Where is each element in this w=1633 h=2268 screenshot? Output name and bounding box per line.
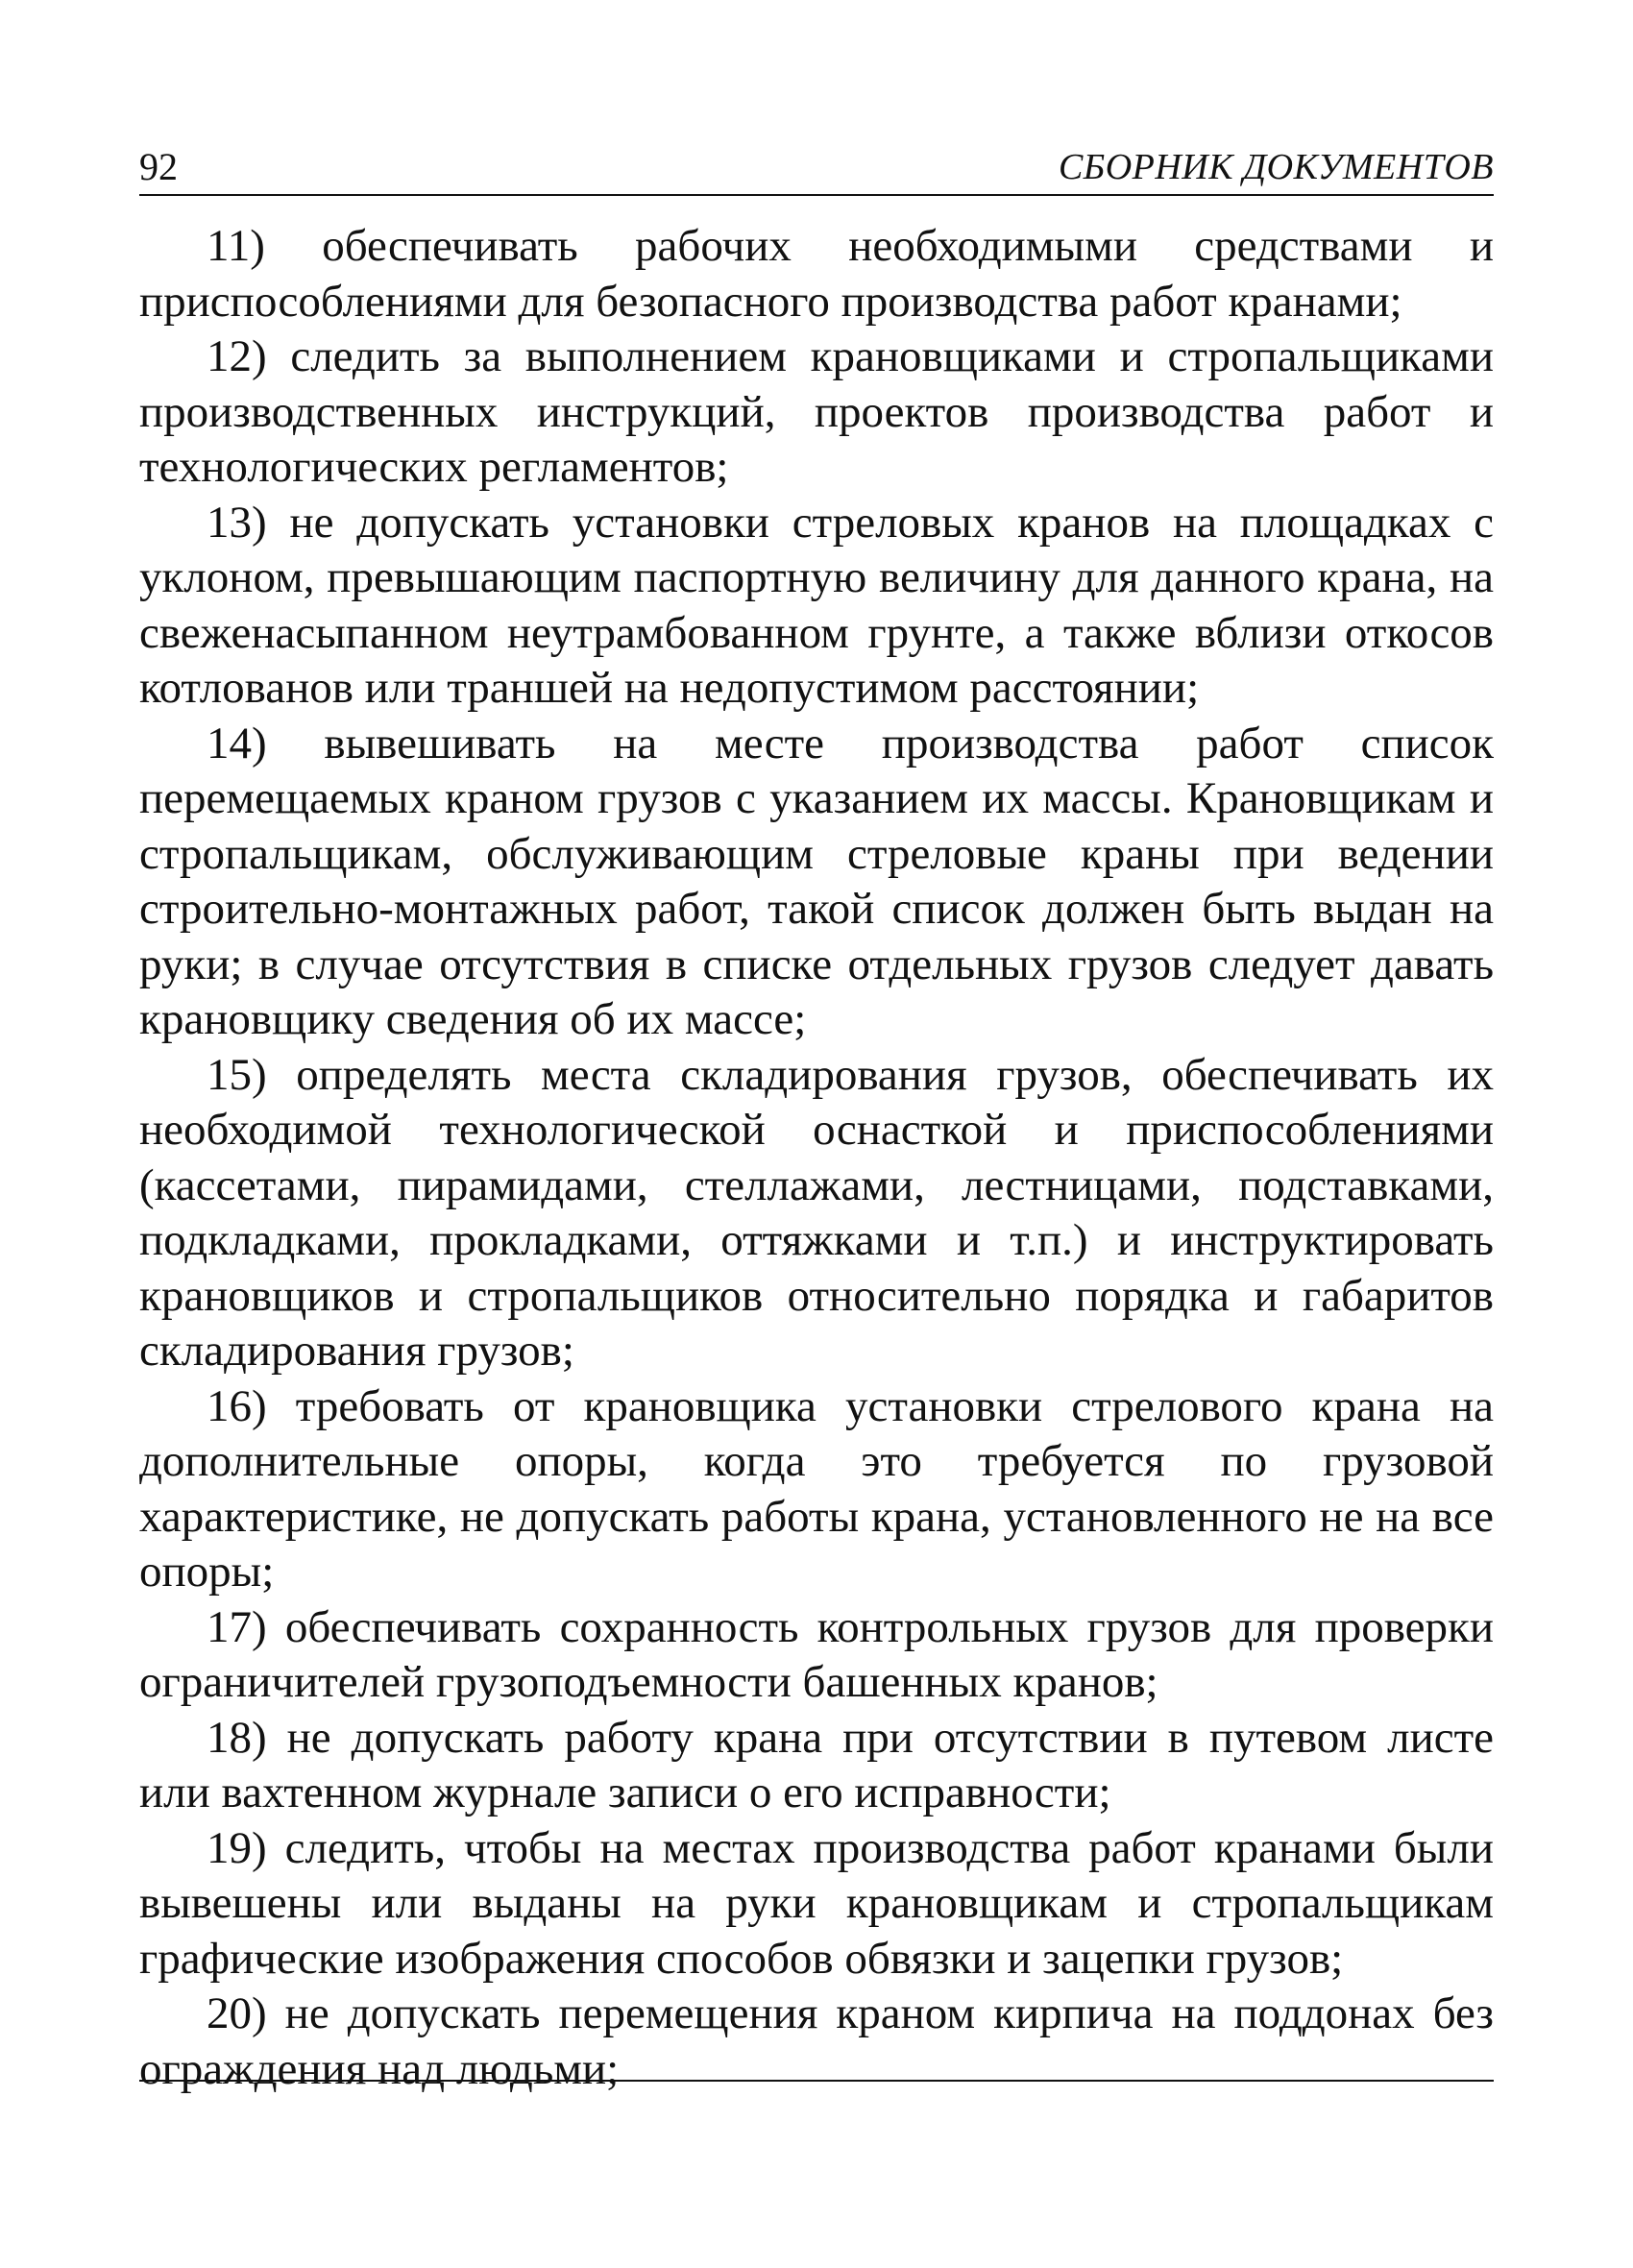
list-item: 16) требовать от крановщика установки стрелового крана на дополнительные опоры, когда это требуется по грузовой характеристике, не допускать работы крана, установленного не на все опоры; — [139, 1380, 1494, 1597]
list-item: 11) обеспечивать рабочих необходимыми средствами и приспособлениями для безопасного производства работ кранами; — [139, 221, 1494, 327]
bottom-rule — [139, 2080, 1494, 2082]
page-number: 92 — [139, 145, 178, 188]
list-item: 18) не допускать работу крана при отсутствии в путевом листе или вахтенном журнале записи о его исправности; — [139, 1712, 1494, 1817]
page-header — [139, 144, 1494, 196]
list-item: 14) вывешивать на месте производства работ список перемещаемых краном грузов с указанием их массы. Крановщикам и стропальщикам, обслуживающим стреловые краны при ведении строительно-монтажных работ, такой список должен быть выдан на руки; в случае отсутствия в списке отдельных грузов следует давать крановщику сведения об их массе; — [139, 718, 1494, 1044]
running-title: СБОРНИК ДОКУМЕНТОВ — [1058, 147, 1494, 187]
body-text — [139, 219, 1494, 2097]
list-item: 17) обеспечивать сохранность контрольных грузов для проверки ограничителей грузоподъемности башенных кранов; — [139, 1601, 1494, 1707]
list-item: 20) не допускать перемещения краном кирпича на поддонах без ограждения над людьми; — [139, 1988, 1494, 2094]
list-item: 13) не допускать установки стреловых кранов на площадках с уклоном, превышающим паспортную величину для данного крана, на свеженасыпанном неутрамбованном грунте, а также вблизи откосов котлованов или траншей на недопустимом расстоянии; — [139, 497, 1494, 713]
list-item: 12) следить за выполнением крановщиками и стропальщиками производственных инструкций, проектов производства работ и технологических регламентов; — [139, 331, 1494, 492]
list-item: 19) следить, чтобы на местах производства работ кранами были вывешены или выданы на руки крановщикам и стропальщикам графические изображения способов обвязки и зацепки грузов; — [139, 1822, 1494, 1984]
list-item: 15) определять места складирования грузов, обеспечивать их необходимой технологической оснасткой и приспособлениями (кассетами, пирамидами, стеллажами, лестницами, подставками, подкладками, прокладками, оттяжками и т.п.) и инструктировать крановщиков и стропальщиков относительно порядка и габаритов складирования грузов; — [139, 1049, 1494, 1376]
